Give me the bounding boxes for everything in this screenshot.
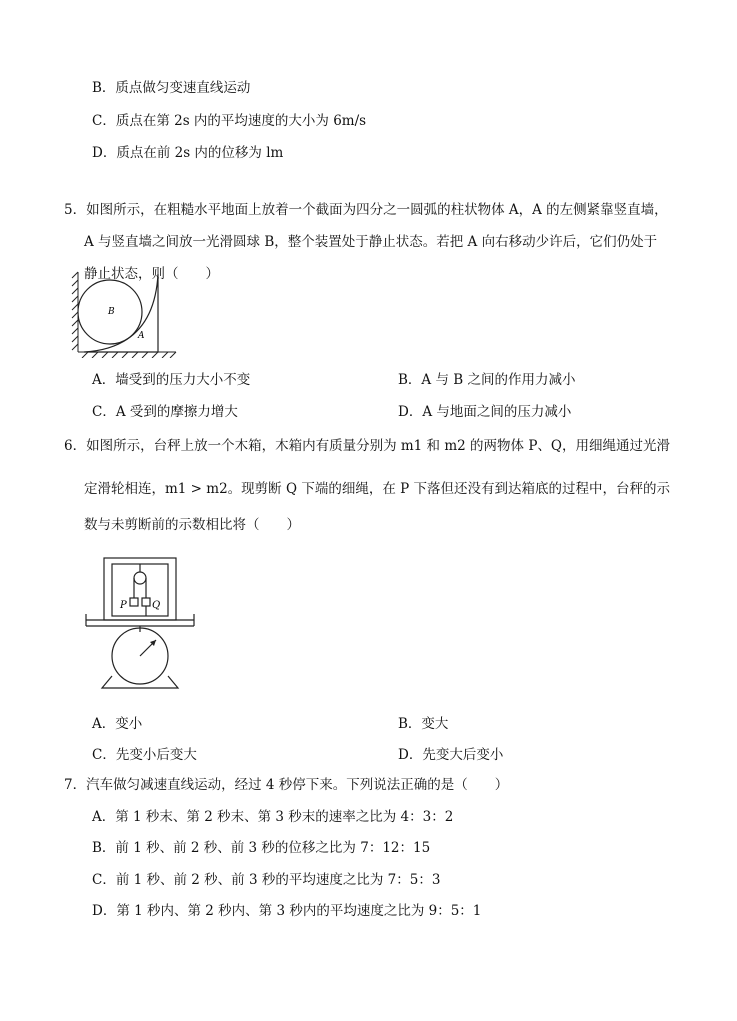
q5-option-c: C．A 受到的摩擦力增大 xyxy=(92,404,238,420)
q7-option-b: B．前 1 秒、前 2 秒、前 3 秒的位移之比为 7：12：15 xyxy=(92,840,431,856)
q7-option-d: D．第 1 秒内、第 2 秒内、第 3 秒内的平均速度之比为 9：5：1 xyxy=(92,903,482,919)
q6-option-b: B．变大 xyxy=(398,716,449,732)
q5-stem-line3: 静止状态，则（ ） xyxy=(84,266,219,282)
label-q: Q xyxy=(152,600,161,611)
q5-figure xyxy=(70,268,180,358)
q7-option-a: A．第 1 秒末、第 2 秒末、第 3 秒末的速率之比为 4：3：2 xyxy=(92,809,454,825)
q6-option-a: A．变小 xyxy=(92,716,143,732)
q6-stem-line1: 6．如图所示，台秤上放一个木箱，木箱内有质量分别为 m1 和 m2 的两物体 P、Q，用细绳通过光滑 xyxy=(64,438,670,454)
mass-q xyxy=(142,598,150,606)
q4-option-c: C．质点在第 2s 内的平均速度的大小为 6m/s xyxy=(92,113,367,129)
q6-option-d: D．先变大后变小 xyxy=(398,747,504,763)
q7-stem: 7．汽车做匀减速直线运动，经过 4 秒停下来。下列说法正确的是（ ） xyxy=(64,777,509,793)
q5-stem-line2: A 与竖直墙之间放一光滑圆球 B，整个装置处于静止状态。若把 A 向右移动少许后，它们仍处于 xyxy=(84,234,658,250)
q5-option-d: D．A 与地面之间的压力减小 xyxy=(398,404,572,420)
q4-option-d: D．质点在前 2s 内的位移为 lm xyxy=(92,145,284,161)
q5-stem-line1: 5．如图所示，在粗糙水平地面上放着一个截面为四分之一圆弧的柱状物体 A，A 的左侧紧靠竖直墙， xyxy=(64,202,668,218)
q7-option-c: C．前 1 秒、前 2 秒、前 3 秒的平均速度之比为 7：5：3 xyxy=(92,872,441,888)
q4-option-b: B．质点做匀变速直线运动 xyxy=(92,80,251,96)
label-p: P xyxy=(120,600,127,611)
q6-stem-line3: 数与未剪断前的示数相比将（ ） xyxy=(84,517,300,533)
q6-figure xyxy=(82,556,202,692)
q5-option-b: B．A 与 B 之间的作用力减小 xyxy=(398,372,576,388)
q6-option-c: C．先变小后变大 xyxy=(92,747,197,763)
q6-stem-line2: 定滑轮相连，m1 > m2。现剪断 Q 下端的细绳，在 P 下落但还没有到达箱底的过程中，台秤的示 xyxy=(84,481,670,497)
label-b: B xyxy=(108,307,115,317)
mass-p xyxy=(130,598,138,606)
q5-option-a: A．墙受到的压力大小不变 xyxy=(92,372,251,388)
label-a: A xyxy=(138,331,145,341)
